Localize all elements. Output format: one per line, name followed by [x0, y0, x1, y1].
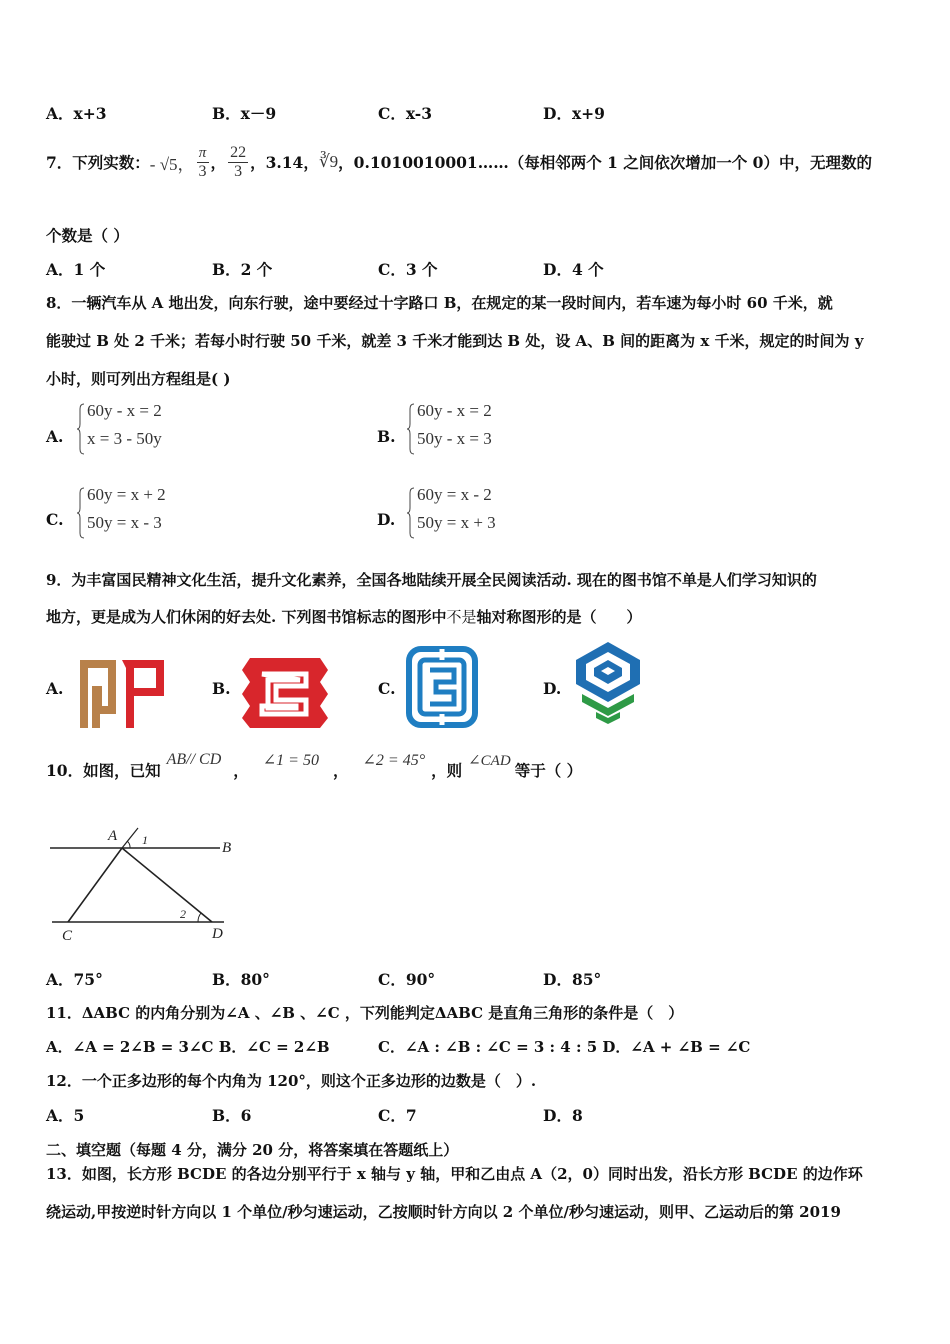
q7-mid: ，3.14， [250, 153, 319, 172]
q7-option-d: D．4 个 [543, 260, 604, 279]
q9-stem-line1: 9．为丰富国民精神文化生活，提升文化素养，全国各地陆续开展全民阅读活动. 现在的图书馆不单是人们学习知识的 [46, 571, 817, 589]
q6-option-a: A．x+3 [46, 104, 107, 123]
q9-option-a-label: A. [46, 679, 64, 698]
q10-target-angle: ∠CAD [468, 752, 511, 769]
q11-options-ab: A．∠A = 2∠B = 3∠C B．∠C = 2∠B [46, 1038, 330, 1056]
q6-option-c: C．x-3 [378, 104, 433, 123]
vertex-a-label: A [108, 828, 118, 844]
q13-stem-line1: 13．如图，长方形 BCDE 的各边分别平行于 x 轴与 y 轴，甲和乙由点 A（2，0）同时出发，沿长方形 BCDE 的边作环 [46, 1165, 863, 1183]
q9-option-b-label: B. [212, 679, 231, 698]
q7-option-c: C．3 个 [378, 260, 438, 279]
q12-stem: 12．一个正多边形的每个内角为 120°，则这个正多边形的边数是（ ）. [46, 1072, 537, 1090]
q9-option-c-label: C. [378, 679, 396, 698]
q7-cbrt: ∛9 [318, 152, 339, 171]
segment-ac [68, 848, 122, 922]
q6-option-d: D．x+9 [543, 104, 605, 123]
q10-condition-parallel: AB// CD [166, 751, 222, 768]
q10-option-c: C．90° [378, 970, 436, 989]
q8-option-b-label: B. [377, 427, 396, 446]
brace-icon [407, 487, 415, 539]
q12-option-a: A．5 [46, 1106, 85, 1125]
vertex-c-label: C [62, 928, 73, 944]
q11-stem: 11．ΔABC 的内角分别为∠A 、∠B 、∠C ，下列能判定ΔABC 是直角三角形的条件是（ ） [46, 1004, 684, 1022]
q8-option-d-label: D. [377, 510, 396, 529]
section-2-heading: 二、填空题（每题 4 分，满分 20 分，将答案填在答题纸上） [46, 1141, 459, 1159]
q7-prefix: 7．下列实数： [46, 153, 150, 172]
q11-options-cd: C．∠A : ∠B : ∠C = 3 : 4 : 5 D．∠A + ∠B = ∠C [378, 1038, 751, 1056]
q8-stem-line2: 能驶过 B 处 2 千米；若每小时行驶 50 千米，就差 3 千米才能到达 B 处，设 A、B 间的距离为 x 千米，规定的时间为 y [46, 332, 864, 350]
q6-option-b: B．x－9 [212, 104, 277, 123]
q7-stem-line2: 个数是（ ） [46, 226, 129, 245]
library-logo-c-maze-icon [406, 646, 478, 728]
vertex-d-label: D [212, 926, 223, 942]
angle2-label: 2 [180, 907, 186, 921]
q10-option-d: D．85° [543, 970, 602, 989]
q12-option-c: C．7 [378, 1106, 417, 1125]
q10-option-a: A．75° [46, 970, 103, 989]
q10-condition-angle2: ∠2 = 45° [362, 752, 426, 769]
angle1-arc [127, 841, 130, 848]
q7-22-over-3: $\frac{22}{3}$ [230, 143, 247, 180]
q8-stem-line3: 小时，则可列出方程组是( ) [46, 370, 231, 388]
q10-condition-angle1: ∠1 = 50 [262, 752, 319, 769]
library-logo-a-book-icon [78, 656, 166, 732]
q12-option-b: B．6 [212, 1106, 252, 1125]
segment-ad [122, 848, 212, 922]
q8-option-a-label: A. [46, 427, 64, 446]
q7-option-b: B．2 个 [212, 260, 273, 279]
q10-geometry-figure [46, 820, 246, 946]
q9-option-d-label: D. [543, 679, 562, 698]
q7-neg-sqrt: - √5， [149, 154, 195, 174]
angle1-label: 1 [142, 833, 148, 847]
q10-option-b: B．80° [212, 970, 270, 989]
q7-option-a: A．1 个 [46, 260, 106, 279]
q7-pi-fraction: $\frac{\pi}{3}$ [198, 144, 207, 180]
q9-stem-line2: 地方，更是成为人们休闲的好去处. 下列图书馆标志的图形中不是轴对称图形的是（ ） [46, 608, 642, 626]
q13-stem-line2: 绕运动,甲按逆时针方向以 1 个单位/秒匀速运动，乙按顺时针方向以 2 个单位/秒匀速运动，则甲、乙运动后的第 2019 [46, 1203, 841, 1221]
q10-stem: 10．如图，已知 AB// CD ， ∠1 = 50 ， ∠2 = 45° ，则 ∠CAD 等于（ ） [46, 751, 583, 780]
q8-option-c-label: C. [46, 510, 64, 529]
library-logo-d-diamond-icon [572, 640, 644, 726]
brace-icon [407, 403, 415, 455]
q8-stem-line1: 8．一辆汽车从 A 地出发，向东行驶，途中要经过十字路口 B，在规定的某一段时间内，若车速为每小时 60 千米，就 [46, 294, 833, 312]
library-logo-b-scroll-icon [240, 656, 330, 730]
angle2-arc [198, 913, 201, 922]
brace-icon [77, 487, 85, 539]
brace-icon [77, 403, 85, 455]
vertex-b-label: B [222, 840, 232, 856]
q12-option-d: D．8 [543, 1106, 583, 1125]
q7-stem: 7．下列实数： - √5， $\frac{\pi}{3}$ ， $\frac{22}{3}$ ，3.14， ∛9 ，0.1010010001……（每相邻两个 1 之间依次增加一个 0）中，无理数的 [46, 143, 872, 180]
q7-tail: ，0.1010010001……（每相邻两个 1 之间依次增加一个 0）中，无理数的 [338, 153, 872, 172]
